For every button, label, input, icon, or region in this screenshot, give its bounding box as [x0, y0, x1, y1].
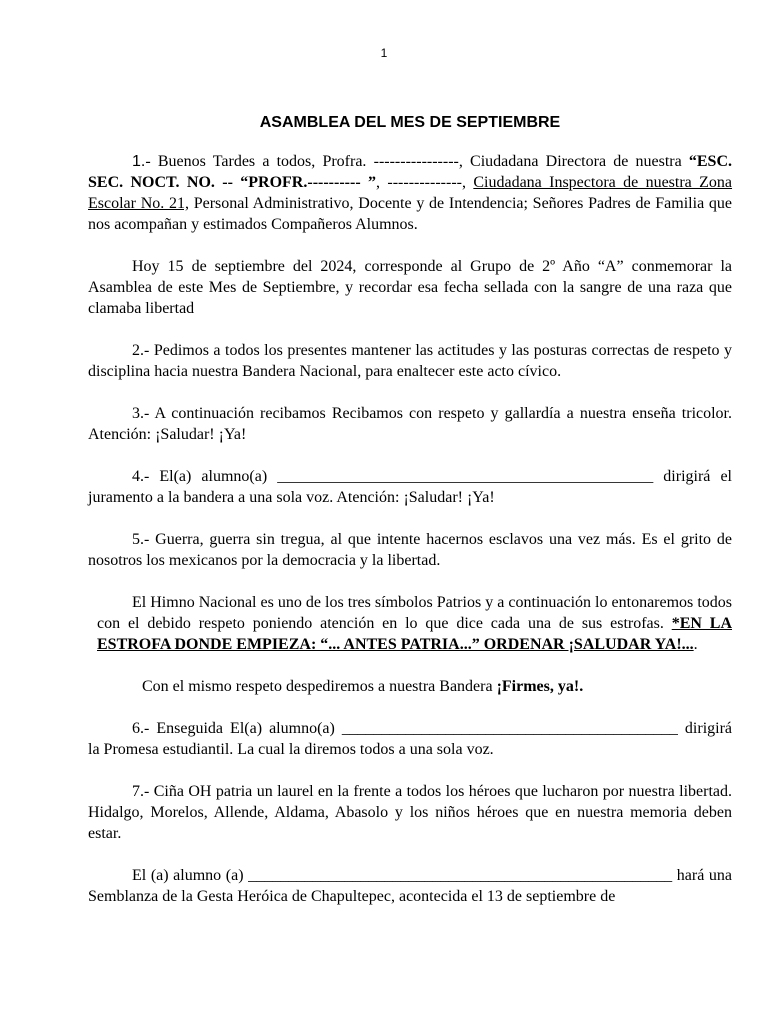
- greeting-text-3: Personal Administrativo, Docente y de Intendencia; Señores Padres de Familia que nos acompañan y estimados Compañeros Alumnos.: [88, 195, 733, 233]
- paragraph-item-5: 5.- Guerra, guerra sin tregua, al que intente hacernos esclavos una vez más. Es el grito de nosotros los mexicanos por la democracia y la libertad.: [88, 531, 732, 569]
- semblanza-text: El (a) alumno (a): [132, 867, 249, 884]
- paragraph-item-3: 3.- A continuación recibamos Recibamos con respeto y gallardía a nuestra enseña tricolor. Atención: ¡Saludar! ¡Ya!: [88, 405, 732, 443]
- inspector-text: Ciudadana Inspectora de nuestra Zona Escolar No. 21,: [88, 174, 733, 212]
- document-title: ASAMBLEA DEL MES DE SEPTIEMBRE: [259, 114, 561, 131]
- document-body: [88, 151, 732, 928]
- student-name-blank: __________________________________________: [341, 720, 678, 737]
- paragraph-item-6: [88, 718, 732, 760]
- farewell-text: Con el mismo respeto despediremos a nuestra Bandera: [142, 678, 497, 695]
- anthem-text: El Himno Nacional es uno de los tres símbolos Patrios y a continuación lo entonaremos todos con el debido respeto poniendo atención en lo que dice cada una de sus estrofas.: [97, 594, 732, 632]
- paragraph-greeting: [88, 151, 732, 235]
- item-4-text: 4.- El(a) alumno(a): [132, 468, 278, 485]
- student-name-blank: _______________________________________________: [277, 468, 654, 485]
- farewell-command: ¡Firmes, ya!.: [496, 678, 584, 695]
- item-6-text-2: dirigirá la Promesa estudiantil. La cual la diremos todos a una sola voz.: [88, 720, 733, 758]
- greeting-text: - Buenos Tardes a todos, Profra. ----------------, Ciudadana Directora de nuestra: [145, 153, 689, 170]
- paragraph-item-4: [88, 466, 732, 508]
- paragraph-anthem: [88, 592, 732, 655]
- paragraph-item-7: 7.- Ciña OH patria un laurel en la frente a todos los héroes que lucharon por nuestra libertad. Hidalgo, Morelos, Allende, Aldama, Abasolo y los niños héroes que en nuestra memoria deben estar.: [88, 783, 732, 842]
- semblanza-text-2: hará una Semblanza de la Gesta Heróica de Chapultepec, acontecida el 13 de septiembre de: [88, 867, 732, 905]
- anthem-text-end: .: [693, 636, 698, 653]
- paragraph-number: 1.: [132, 153, 146, 170]
- page-number: 1: [380, 46, 388, 60]
- greeting-text-2: , --------------,: [376, 174, 474, 191]
- paragraph-farewell: [88, 676, 732, 697]
- anthem-instruction: *EN LA ESTROFA DONDE EMPIEZA: “... ANTES PATRIA...” ORDENAR ¡SALUDAR YA!...: [97, 615, 733, 653]
- item-6-text: 6.- Enseguida El(a) alumno(a): [132, 720, 342, 737]
- student-name-blank: _____________________________________________________: [248, 867, 673, 884]
- item-4-text-2: dirigirá el juramento a la bandera a una sola voz. Atención: ¡Saludar! ¡Ya!: [88, 468, 732, 506]
- paragraph-date: Hoy 15 de septiembre del 2024, corresponde al Grupo de 2º Año “A” conmemorar la Asamblea de este Mes de Septiembre, y recordar esa fecha sellada con la sangre de una raza que clamaba libertad: [88, 258, 732, 317]
- paragraph-item-2: 2.- Pedimos a todos los presentes mantener las actitudes y las posturas correctas de respeto y disciplina hacia nuestra Bandera Nacional, para enaltecer este acto cívico.: [88, 342, 732, 380]
- paragraph-semblanza: [88, 865, 732, 907]
- school-name: “ESC. SEC. NOCT. NO. -- “PROFR.---------- ”: [88, 153, 732, 191]
